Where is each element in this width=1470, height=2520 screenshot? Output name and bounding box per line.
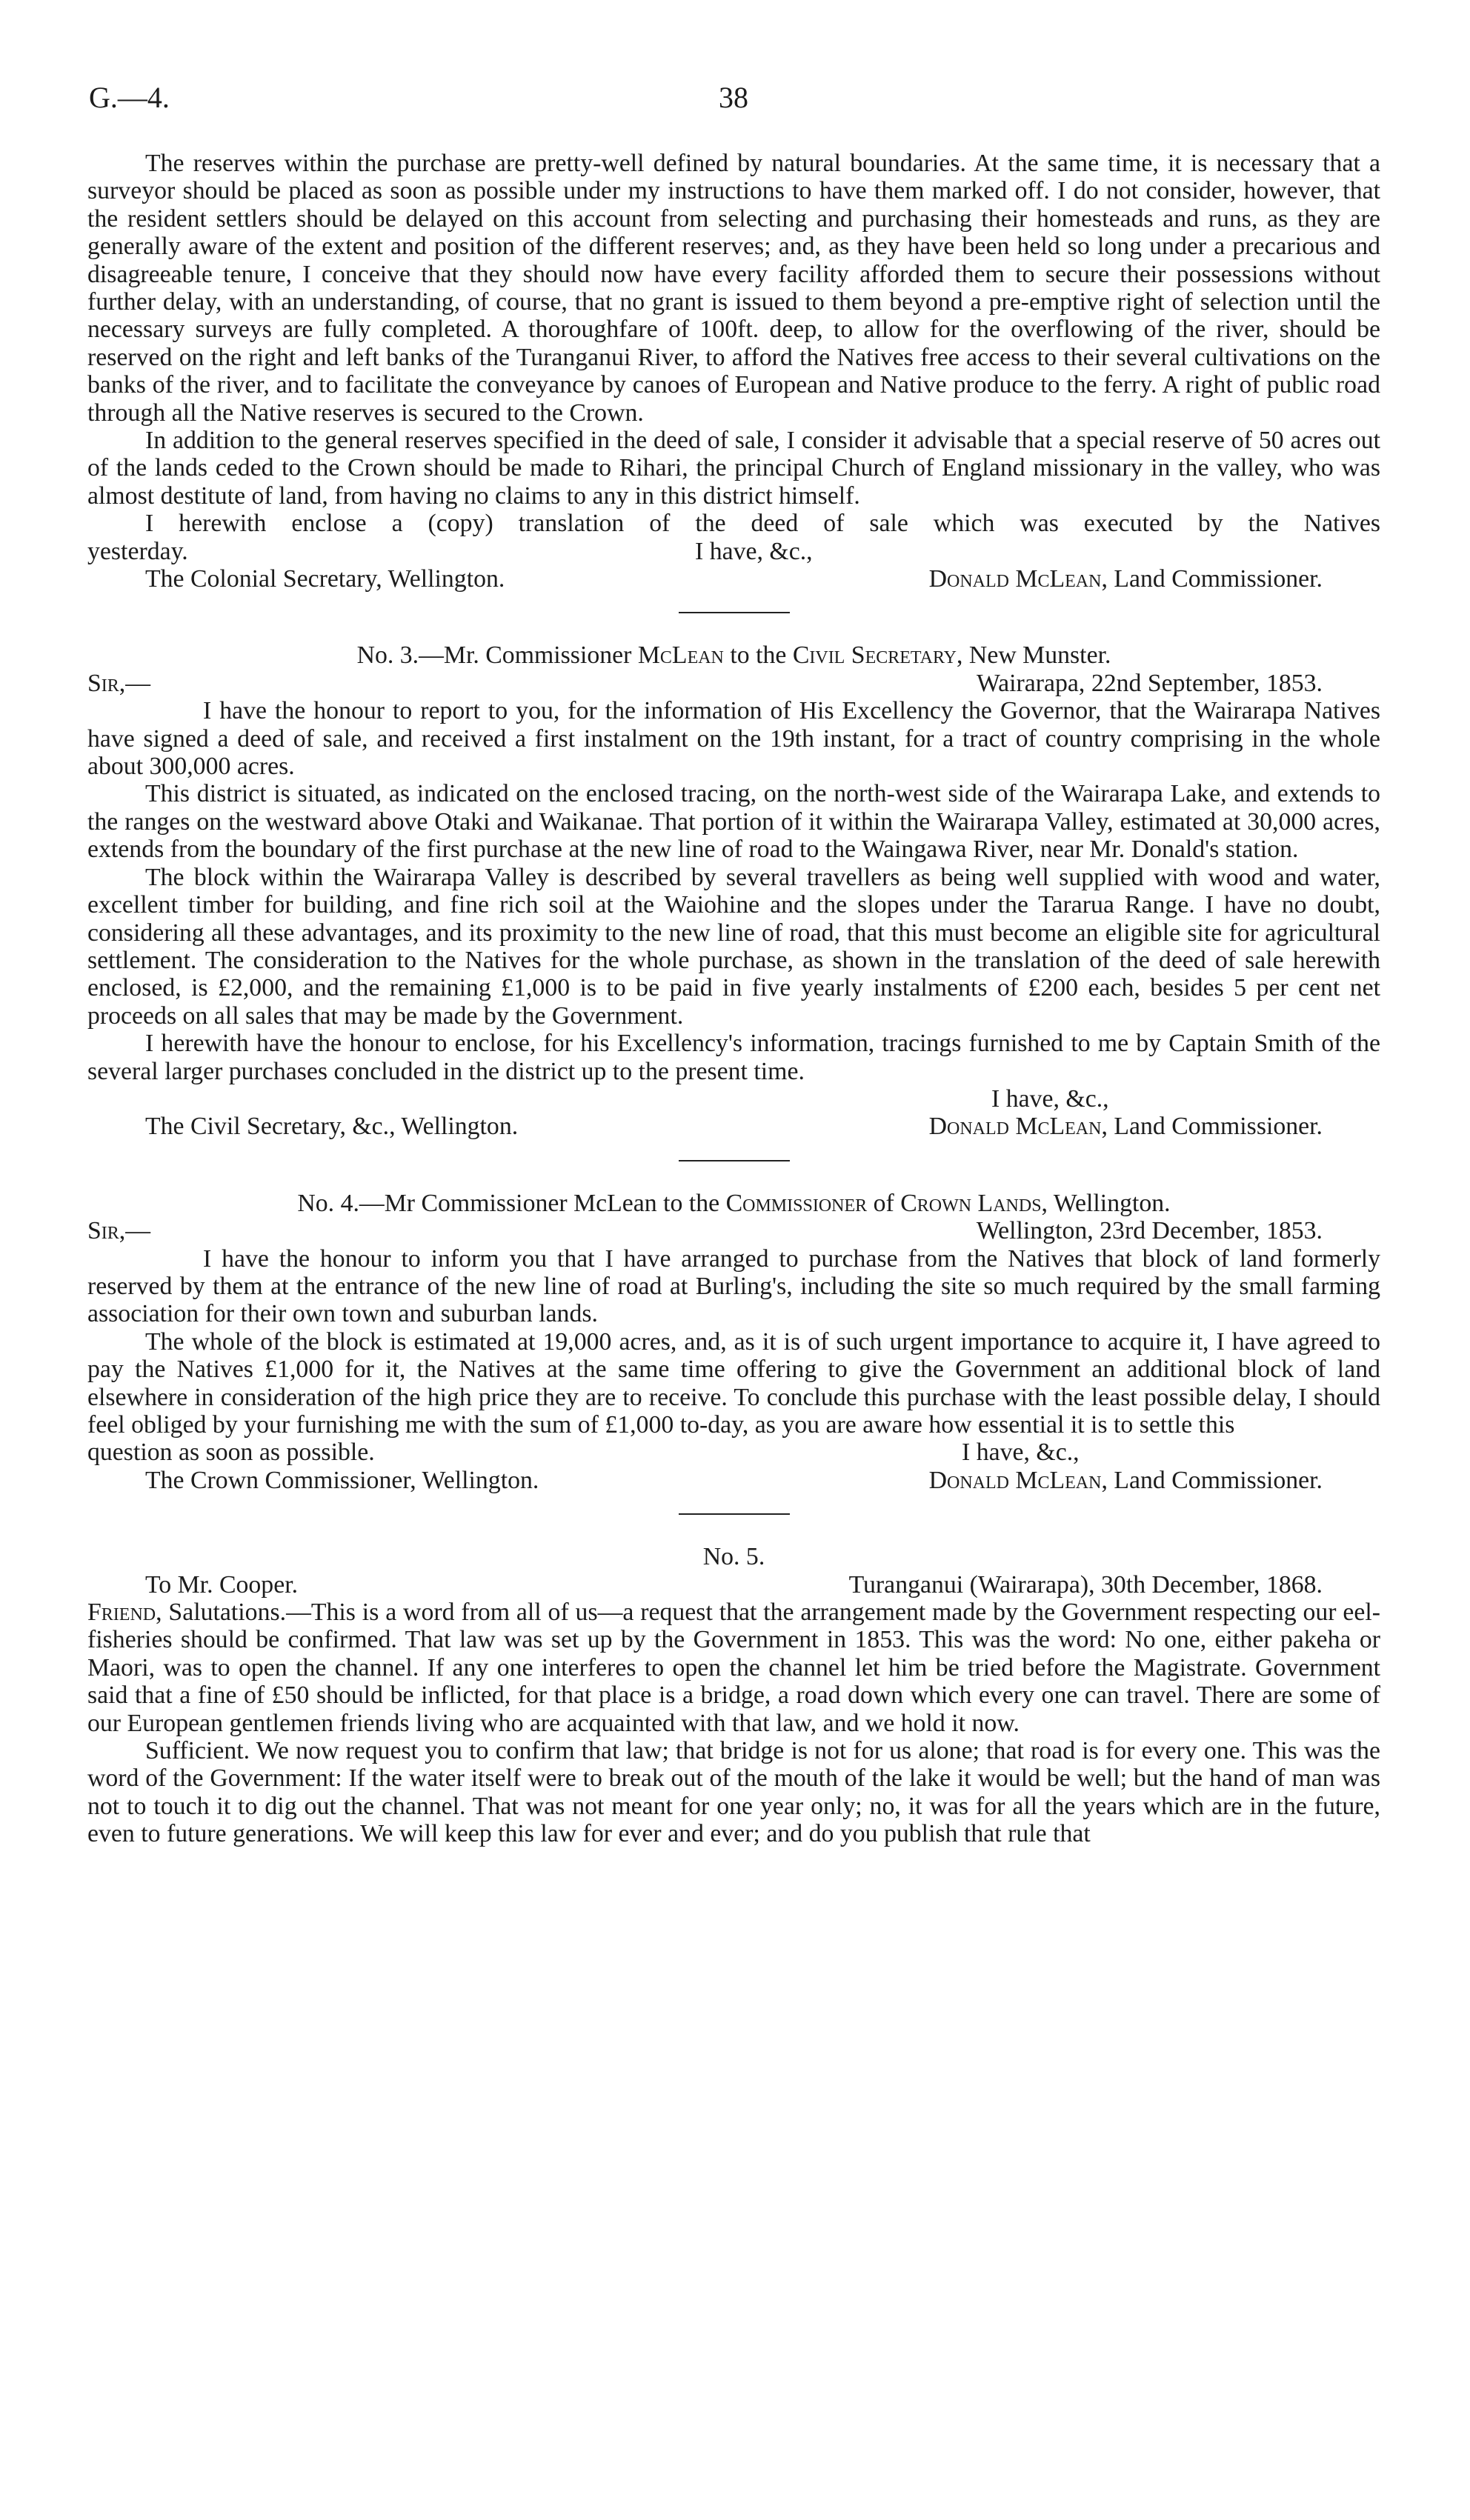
document-reference: G.—4. xyxy=(89,81,170,114)
paragraph-special-reserve: In addition to the general reserves specified in the deed of sale, I consider it advisable that a special reserve of 50 acres out of the lands ceded to the Crown should be made to Rihari, the principal Church of England missionary in the valley, who was almost destitute of land, from having no claims to any in this district himself. xyxy=(87,427,1380,510)
signature xyxy=(929,565,1323,593)
signature-name: Donald McLean xyxy=(928,1466,1102,1494)
signature-title: , Land Commissioner. xyxy=(1101,1466,1323,1494)
closing-line xyxy=(87,1085,1380,1113)
paragraph-text: , Salutations.—This is a word from all of us—a request that the arrangement made by the Government respecting our eel-fisheries should be confirmed. That law was set up by the Government in 1853. This was the word: No one, either pakeha or Maori, was to open the channel. If any one interferes to open the channel let him be tried before the Magistrate. Government said that a fine of £50 should be inflicted, for that place is a bridge, a road down which every one can travel. There are some of our European gentlemen friends living who are acquainted with that law, and we hold it now. xyxy=(87,1598,1380,1737)
heading-mid: to the xyxy=(723,641,793,670)
heading-mid: of xyxy=(867,1189,901,1217)
page-body xyxy=(87,150,1380,1848)
salutation: Sir,— xyxy=(87,669,151,697)
signature-line xyxy=(87,1113,1380,1140)
addressee: The Civil Secretary, &c., Wellington. xyxy=(145,1113,519,1141)
salutation-line xyxy=(87,1217,1380,1244)
address-line xyxy=(87,1571,1380,1599)
greeting-word: Friend xyxy=(87,1598,156,1626)
page-header xyxy=(89,80,1378,124)
sign-off: I have, &c., xyxy=(962,1439,1080,1467)
dateline: Turanganui (Wairarapa), 30th December, 1868. xyxy=(848,1570,1323,1599)
signature xyxy=(929,1467,1323,1494)
signature-title: , Land Commissioner. xyxy=(1101,565,1323,593)
paragraph-end: question as soon as possible. xyxy=(87,1439,375,1467)
section-divider xyxy=(679,612,790,613)
paragraph-reserves: The reserves within the purchase are pretty-well defined by natural boundaries. At the same time, it is necessary that a surveyor should be placed as soon as possible under my instructions to have them marked off. I do not consider, however, that the resident settlers should be delayed on this account from selecting and purchasing their homesteads and runs, as they are generally aware of the extent and position of the different reserves; and, as they have been held so long under a precarious and disagreeable tenure, I conceive that they should now have every facility afforded them to secure their possessions without further delay, with an understanding, of course, that no grant is issued to them beyond a pre-emptive right of selection until the necessary surveys are fully completed. A thoroughfare of 100ft. deep, to allow for the overflowing of the river, should be reserved on the right and left banks of the Turanganui River, to afford the Natives free access to their several cultivations on the banks of the river, and to facilitate the conveyance by canoes of European and Native produce to the ferry. A right of public road through all the Native reserves is secured to the Crown. xyxy=(87,150,1380,427)
closing-line xyxy=(87,538,1380,565)
heading-recipient-2: Crown Lands xyxy=(900,1189,1042,1217)
letter-heading-no-4 xyxy=(87,1190,1380,1217)
heading-suffix: , New Munster. xyxy=(957,641,1111,670)
signature-title: , Land Commissioner. xyxy=(1101,1113,1323,1141)
sign-off: I have, &c., xyxy=(695,537,813,565)
signature-line xyxy=(87,1467,1380,1494)
signature xyxy=(929,1113,1323,1140)
salutation-line xyxy=(87,670,1380,697)
signature-name: Donald McLean xyxy=(928,1113,1102,1141)
dateline: Wairarapa, 22nd September, 1853. xyxy=(976,669,1323,697)
recipient: To Mr. Cooper. xyxy=(145,1570,299,1599)
heading-prefix: No. 4.—Mr Commissioner McLean to the xyxy=(297,1189,726,1217)
paragraph-eel-fisheries xyxy=(87,1599,1380,1737)
paragraph-district: This district is situated, as indicated on the enclosed tracing, on the north-west side of the Wairarapa Lake, and extends to the ranges on the westward above Otaki and Waikanae. That portion of it within the Wairarapa Valley, estimated at 30,000 acres, extends from the boundary of the first purchase at the new line of road to the Waingawa River, near Mr. Donald's station. xyxy=(87,780,1380,864)
salutation: Sir,— xyxy=(87,1217,151,1245)
paragraph-block-description: The block within the Wairarapa Valley is described by several travellers as being well supplied with wood and water, excellent timber for building, and fine rich soil at the Waiohine and the slopes under the Tararua Range. I have no doubt, considering all these advantages, and its proximity to the new line of road, that this must become an eligible site for agricultural settlement. The consideration to the Natives for the whole purchase, as shown in the translation of the deed of sale herewith enclosed, is £2,000, and the remaining £1,000 is to be paid in five yearly instalments of £200 each, besides 5 per cent net proceeds on all sales that may be made by the Government. xyxy=(87,863,1380,1030)
paragraph-purchase-arranged: I have the honour to inform you that I have arranged to purchase from the Natives that block of land formerly reserved by them at the entrance of the new line of road at Burling's, including the site so much required by the small farming association for their own town and suburban lands. xyxy=(87,1244,1380,1328)
letter-heading-no-3 xyxy=(87,641,1380,669)
page-number: 38 xyxy=(719,81,748,114)
letter-heading-no-5: No. 5. xyxy=(702,1543,765,1571)
sign-off: I have, &c., xyxy=(991,1084,1109,1113)
signature-line xyxy=(87,565,1380,593)
section-divider xyxy=(679,1513,790,1515)
heading-suffix: , Wellington. xyxy=(1041,1189,1171,1217)
addressee: The Crown Commissioner, Wellington. xyxy=(145,1466,539,1494)
heading-prefix: No. 3.—Mr. Commissioner xyxy=(356,641,638,670)
paragraph-tracings: I herewith have the honour to enclose, for his Excellency's information, tracings furnished to me by Captain Smith of the several larger purchases concluded in the district up to the present time. xyxy=(87,1030,1380,1085)
paragraph-enclosure: I herewith enclose a (copy) translation of the deed of sale which was executed by the Natives xyxy=(145,510,1380,538)
signature-name: Donald McLean xyxy=(928,565,1102,593)
closing-line xyxy=(87,1439,1380,1466)
paragraph-end: yesterday. xyxy=(87,537,188,565)
heading-recipient: Civil Secretary xyxy=(792,641,957,670)
dateline: Wellington, 23rd December, 1853. xyxy=(976,1217,1323,1245)
heading-recipient: Commissioner xyxy=(725,1189,868,1217)
paragraph-confirm-law: Sufficient. We now request you to confirm that law; that bridge is not for us alone; that road is for every one. This was the word of the Government: If the water itself were to break out of the mouth of the lake it would be well; but the hand of man was not to touch it to dig out the channel. That was not meant for one year only; no, it was for all the years which are in the future, even to future generations. We will keep this law for ever and ever; and do you publish that rule that xyxy=(87,1736,1380,1848)
paragraph-block-estimate: The whole of the block is estimated at 19,000 acres, and, as it is of such urgent importance to acquire it, I have agreed to pay the Natives £1,000 for it, the Natives at the same time offering to give the Government an additional block of land elsewhere in consideration of the high price they are to receive. To conclude this purchase with the least possible delay, I should feel obliged by your furnishing me with the sum of £1,000 to-day, as you are aware how essential it is to settle this xyxy=(87,1327,1380,1439)
heading-name: McLean xyxy=(637,641,724,670)
paragraph-deed-signed: I have the honour to report to you, for the information of His Excellency the Governor, that the Wairarapa Natives have signed a deed of sale, and received a first instalment on the 19th instant, for a tract of country comprising in the whole about 300,000 acres. xyxy=(87,697,1380,781)
addressee: The Colonial Secretary, Wellington. xyxy=(145,565,505,593)
section-divider xyxy=(679,1160,790,1161)
